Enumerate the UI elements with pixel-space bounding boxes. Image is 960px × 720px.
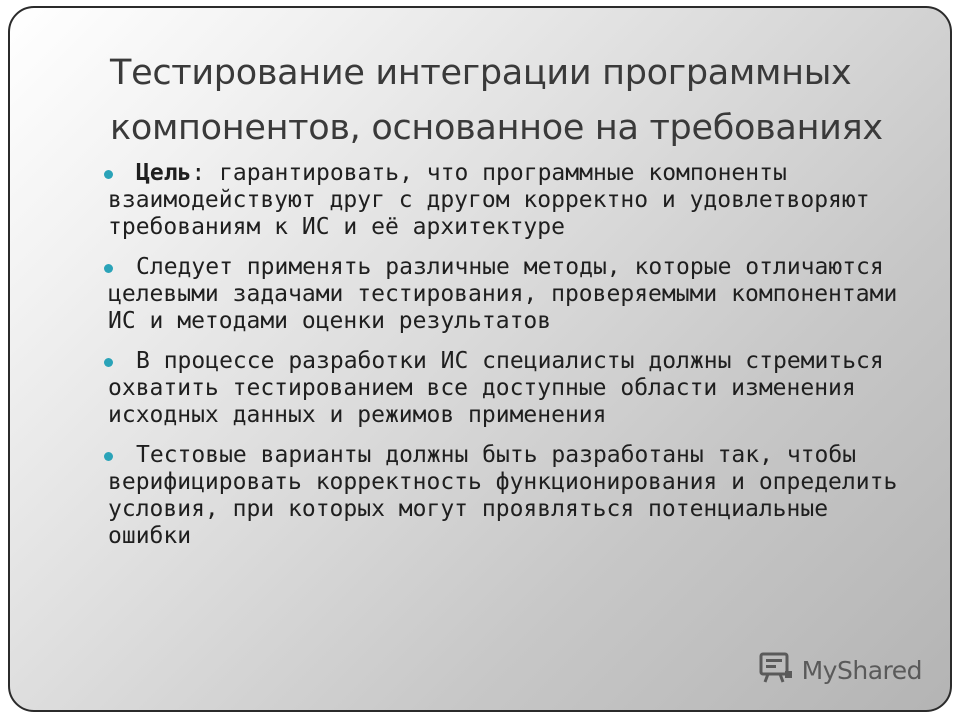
myshared-logo-icon (758, 651, 794, 690)
bullet-item-test-cases (108, 442, 898, 550)
bullet-text: : гарантировать, что программные компоненты взаимодействуют друг с другом корректно и удовлетворяют требованиям к ИС и её архитектуре (108, 160, 870, 240)
slide-title (110, 46, 930, 156)
bullet-text: Следует применять различные методы, которые отличаются целевыми задачами тестирования, проверяемыми компонентами ИС и методами оценки результатов (108, 254, 898, 334)
slide-title-line-1: Тестирование интеграции программных (110, 53, 852, 93)
bullet-dot-icon (104, 452, 113, 461)
bullet-list (108, 160, 898, 563)
bullet-dot-icon (104, 170, 113, 179)
bullet-dot-icon (104, 358, 113, 367)
bullet-dot-icon (104, 264, 113, 273)
slide (8, 6, 952, 712)
bullet-item-coverage (108, 348, 898, 429)
watermark (758, 651, 922, 690)
bullet-term: Цель (136, 160, 192, 186)
bullet-item-methods (108, 254, 898, 335)
bullet-text: Тестовые варианты должны быть разработаны так, чтобы верифицировать корректность функционирования и определить условия, при которых могут проявляться потенциальные ошибки (108, 442, 898, 549)
bullet-text: В процессе разработки ИС специалисты должны стремиться охватить тестированием все доступные области изменения исходных данных и режимов применения (108, 348, 884, 428)
watermark-text: MyShared (801, 656, 922, 685)
slide-title-line-2: компонентов, основанное на требованиях (110, 108, 883, 148)
bullet-item-goal (108, 160, 898, 241)
